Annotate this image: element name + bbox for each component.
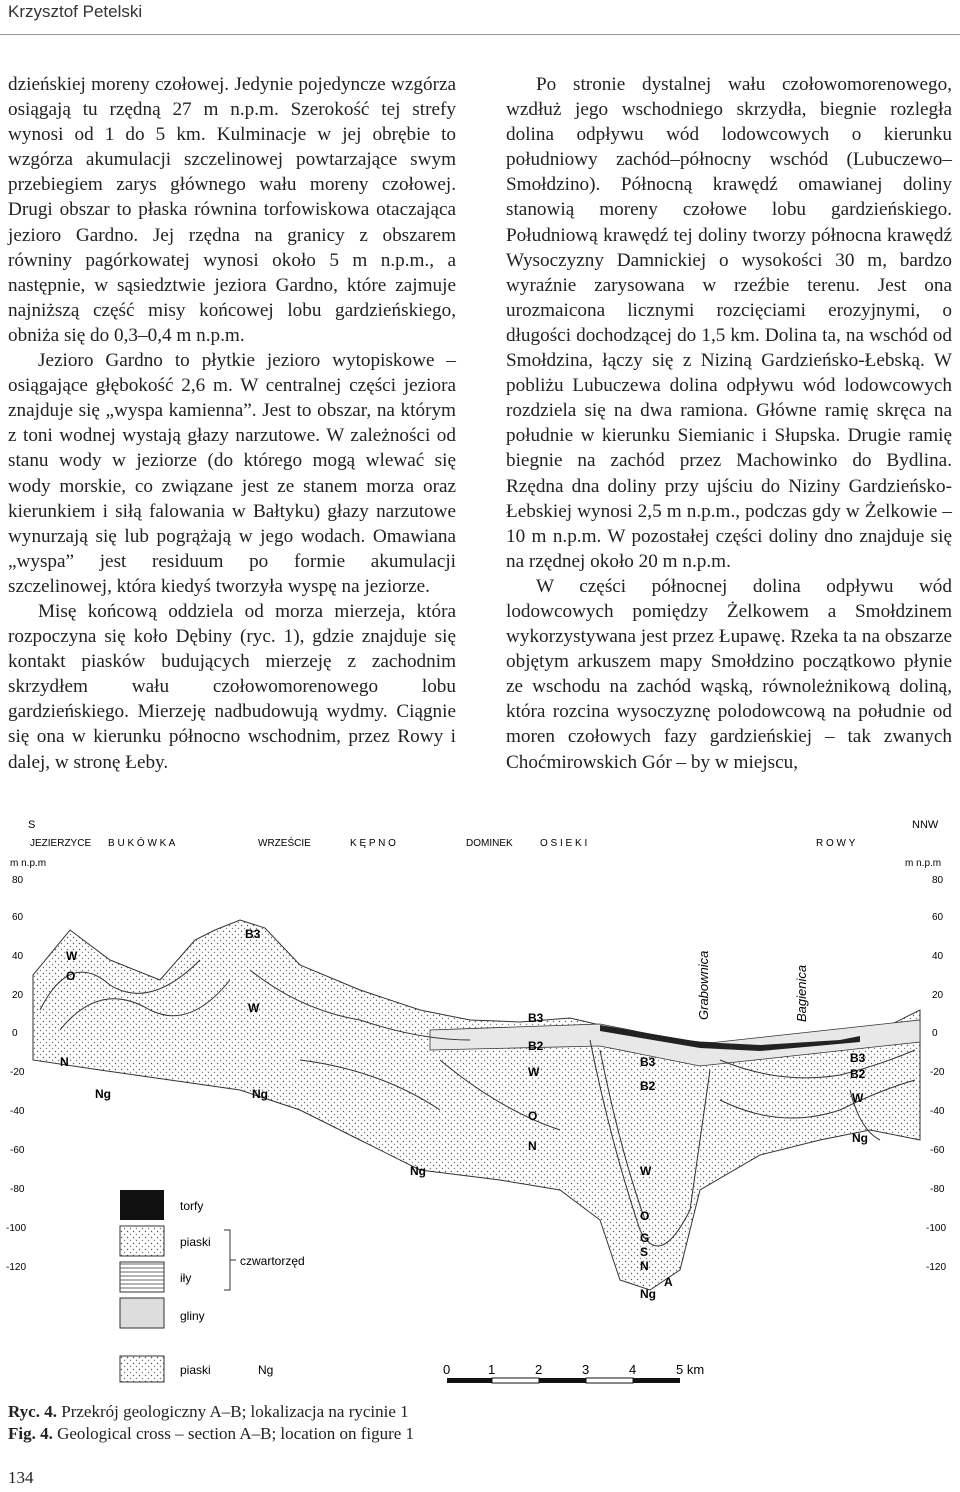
header-rule	[0, 34, 960, 35]
tick-label: -100	[6, 1223, 27, 1234]
unit-label: B2	[528, 1039, 544, 1053]
unit-label: W	[640, 1164, 652, 1178]
running-header: Krzysztof Petelski	[8, 2, 143, 21]
unit-label: B3	[528, 1011, 544, 1025]
tick-label: -20	[10, 1067, 25, 1078]
unit-label: O	[528, 1109, 538, 1123]
section-body	[33, 920, 920, 1290]
paragraph: dzieńskiej moreny czołowej. Jedynie pojedyncze wzgórza osiągają tu rzędną 27 m n.p.m. Szerokość tej strefy wynosi od 1 do 5 km. Kulminacje w jej obrębie to wzgórza akumulacji szczelinowej powtarzające swym przebiegiem zarys głównego wału moreny czołowej. Drugi obszar to płaska równina torfowiskowa otaczająca jezioro Gardno. Jej rzędna na granicy z obszarem równiny pagórkowatej wynosi około 5 m n.p.m., a następnie, w sąsiedztwie jeziora Gardno, które zajmuje najniższą część misy końcowej lobu gardzieńskiego, obniża się do 0,3–0,4 m n.p.m.	[8, 74, 456, 346]
tick-label: 80	[12, 875, 24, 886]
unit-label: B3	[850, 1051, 866, 1065]
tick-label: -120	[926, 1262, 947, 1273]
place-names	[30, 836, 856, 849]
tick-label: -60	[930, 1145, 945, 1156]
tick-label: 40	[932, 951, 944, 962]
tick-label: 0	[12, 1028, 18, 1039]
river-labels	[696, 951, 809, 1022]
unit-label: G	[640, 1231, 650, 1245]
scale-label: 5 km	[676, 1362, 705, 1377]
scale-label: 3	[582, 1362, 590, 1377]
legend-label: gliny	[180, 1309, 205, 1323]
legend-label: torfy	[180, 1199, 204, 1213]
scale-label: 4	[629, 1362, 637, 1377]
caption-en: Fig. 4. Geological cross – section A–B; location on figure 1	[8, 1424, 415, 1443]
legend-label: Ng	[258, 1363, 274, 1377]
tick-label: 40	[12, 951, 24, 962]
axis-unit-right: m n.p.m	[905, 858, 942, 869]
tick-label: 60	[932, 912, 944, 923]
unit-label: B3	[640, 1055, 656, 1069]
axis-unit-left: m n.p.m	[10, 858, 47, 869]
caption-pl: Ryc. 4. Przekrój geologiczny A–B; lokalizacja na rycinie 1	[8, 1402, 409, 1421]
unit-label: Ng	[852, 1131, 868, 1145]
unit-label: Ng	[252, 1087, 268, 1101]
tick-label: -100	[926, 1223, 947, 1234]
legend-label: czwartorzęd	[240, 1254, 305, 1268]
unit-label: S	[640, 1245, 649, 1259]
unit-label: W	[852, 1091, 864, 1105]
geological-cross-section	[0, 810, 960, 1385]
unit-label: Ng	[95, 1087, 111, 1101]
tick-label: 80	[932, 875, 944, 886]
place-name: JEZIERZYCE	[30, 838, 92, 849]
tick-label: 20	[12, 990, 24, 1001]
legend-swatch-clay	[120, 1262, 164, 1292]
legend-label: iły	[180, 1271, 192, 1285]
unit-label: Ng	[410, 1164, 426, 1178]
tick-label: 0	[932, 1028, 938, 1039]
unit-label: W	[528, 1065, 540, 1079]
unit-label: Ng	[640, 1287, 656, 1301]
tick-label: -40	[930, 1106, 945, 1117]
unit-label: B2	[850, 1067, 866, 1081]
right-column	[506, 72, 952, 775]
legend-label: piaski	[180, 1363, 211, 1377]
axis-ticks-right	[926, 875, 946, 1273]
place-name: WRZEŚCIE	[258, 838, 311, 849]
tick-label: -80	[930, 1184, 945, 1195]
place-name: B U K Ó W K A	[108, 838, 176, 849]
legend-swatch-neogene	[120, 1356, 164, 1382]
place-name: DOMINEK	[466, 838, 513, 849]
page-number: 134	[8, 1468, 34, 1487]
place-name: K Ę P N O	[350, 838, 396, 849]
legend	[120, 1190, 305, 1382]
left-column	[8, 72, 456, 775]
scale-label: 2	[535, 1362, 543, 1377]
tick-label: -20	[930, 1067, 945, 1078]
tick-label: -120	[6, 1262, 27, 1273]
unit-label: O	[640, 1209, 650, 1223]
unit-label: N	[640, 1259, 649, 1273]
unit-label: O	[66, 969, 76, 983]
river-label: Bagienica	[794, 964, 809, 1022]
direction-right: NNW	[912, 819, 939, 831]
legend-swatch-sand	[120, 1226, 164, 1256]
scale-label: 0	[443, 1362, 451, 1377]
unit-label: W	[248, 1001, 260, 1015]
legend-label: piaski	[180, 1235, 211, 1249]
unit-label: B3	[245, 927, 261, 941]
tick-label: -80	[10, 1184, 25, 1195]
paragraph: Jezioro Gardno to płytkie jezioro wytopiskowe – osiągające głębokość 2,6 m. W centralnej części jeziora znajduje się „wyspa kamienna”. Jest to obszar, na którym z toni wodnej wystają głazy narzutowe. W zależności od stanu wody w jeziorze (do którego mogą wlewać się wody morskie, co związane jest ze stanem morza oraz kierunkiem i siłą falowania w Bałtyku) głazy narzutowe wynurzają się lub pogrążają w jego wodach. Omawiana „wyspa” jest residuum po formie akumulacji szczelinowej, która kiedyś tworzyła wyspę na jeziorze.	[8, 350, 456, 597]
tick-label: 20	[932, 990, 944, 1001]
unit-label: N	[528, 1139, 537, 1153]
place-name: O S I E K I	[540, 838, 588, 849]
paragraph: W części północnej dolina odpływu wód lodowcowych pomiędzy Żelkowem a Smołdzinem wykorzystywana jest przez Łupawę. Rzeka ta na obszarze objętym arkuszem mapy Smołdzino początkowo płynie ze wschodu na zachód wąską, równoleżnikową doliną, która rozcina wysoczyznę polodowcową na południe od moren czołowych fazy gardzieńskiej – tak zwanych Choćmirowskich Gór – by w miejscu,	[506, 575, 952, 773]
place-name: R O W Y	[816, 838, 856, 849]
scale-label: 1	[488, 1362, 496, 1377]
unit-label: B2	[640, 1079, 656, 1093]
legend-swatch-peat	[120, 1190, 164, 1220]
legend-swatch-till	[120, 1298, 164, 1328]
tick-label: -60	[10, 1145, 25, 1156]
direction-left: S	[28, 819, 36, 831]
tick-label: 60	[12, 912, 24, 923]
unit-label: N	[60, 1055, 69, 1069]
tick-label: -40	[10, 1106, 25, 1117]
axis-ticks-left	[6, 875, 26, 1273]
unit-label: A	[664, 1275, 673, 1289]
unit-label: W	[66, 949, 78, 963]
paragraph: Po stronie dystalnej wału czołowomorenowego, wzdłuż jego wschodniego skrzydła, biegnie rozległa dolina odpływu wód lodowcowych o kierunku południowy zachód–północny wschód (Lubuczewo–Smołdzino). Północną krawędź omawianej doliny stanowią moreny czołowe lobu gardzieńskiego. Południową krawędź tej doliny tworzy północna krawędź Wysoczyzny Damnickiej o wysokości 30 m, bardzo wyraźnie zarysowana w rzeźbie terenu. Jest ona urozmaicona licznymi rozcięciami erozyjnymi, o długości dochodzącej do 1,5 km. Dolina ta, na wschód od Smołdzina, łączy się z Niziną Gardzieńsko-Łebską. W pobliżu Lubuczewa dolina odpływu wód lodowcowych rozdziela się na dwa ramiona. Główne ramię skręca na południe w kierunku Siemianic i Słupska. Drugie ramię biegnie na zachód przez Machowinko do Bydlina. Rzędna dna doliny przy ujściu do Niziny Gardzieńsko-Łebskiej wynosi 2,5 m n.p.m., podczas gdy w Żelkowie – 10 m n.p.m. W pozostałej części doliny dno znajduje się na rzędnej około 20 m n.p.m.	[506, 74, 952, 572]
river-label: Grabownica	[696, 950, 711, 1020]
scale-bar	[443, 1362, 704, 1383]
paragraph: Misę końcową oddziela od morza mierzeja, która rozpoczyna się koło Dębiny (ryc. 1), gdzie znajduje się kontakt piasków budujących mierzeję z zachodnim skrzydłem wału czołowomorenowego lobu gardzieńskiego. Mierzeję nadbudowują wydmy. Ciągnie się ona w kierunku północno wschodnim, przez Rowy i dalej, w stronę Łeby.	[8, 600, 456, 773]
